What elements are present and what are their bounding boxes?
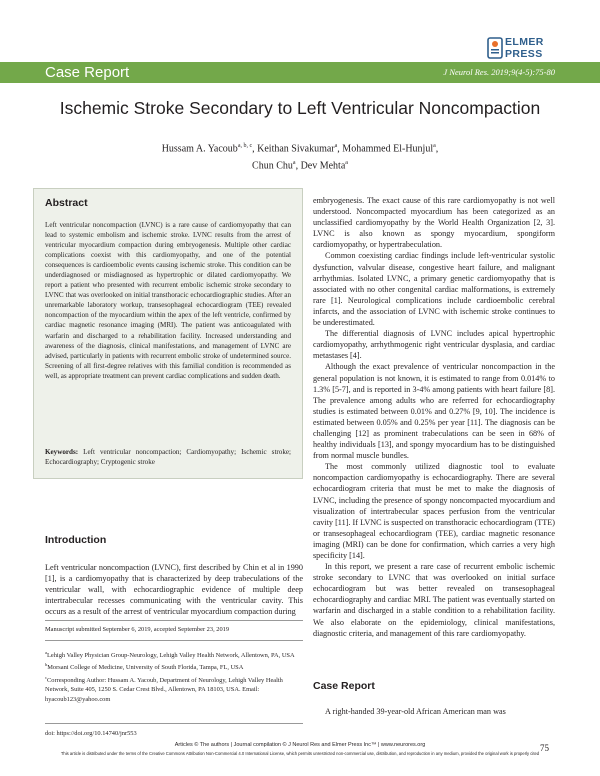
author-affiliation-mark: a, b, c — [237, 143, 253, 149]
footer-license: This article is distributed under the terms of the Creative Commons Attribution Non-Commercial 4.0 International License, which permits unrestricted non-commercial use, distribution, and reproduction in any medium, provided the original work is properly cited — [60, 751, 540, 756]
divider — [45, 723, 303, 724]
abstract-text: Left ventricular noncompaction (LVNC) is a rare cause of cardiomyopathy that can lead to systemic embolism and ischemic stroke. LVNC results from the arrest of ventricular myocardium compaction during embryogenesis. Multiple other cardiac complications coexist with this cardiomyopathy, and one of the potential consequences is cardioembolic events causing ischemic stroke. This condition can be underdiagnosed or misdiagnosed as hypertrophic or dilated cardiomyopathy. We report a patient who presented with recurrent embolic ischemic stroke secondary to LVNC that was overlooked on initial transthoracic echocardiographic studies. After an unremarkable laboratory workup, transesophageal echocardiogram (TEE) revealed noncompaction of the myocardium within the apex of the left ventricle, confirmed by cardiac magnetic resonance imaging (MRI). The patient was anticoagulated with warfarin and discharged to a rehabilitation facility. Increased understanding and awareness of the diagnosis, clinical manifestations, and management of LVNC are advised, particularly in patients with recurrent embolic stroke of undetermined source. Screening of all first-degree relatives with this familial condition is recommended as well, as appropriate treatment can prevent cardiac complications and sudden death. — [45, 221, 291, 380]
affiliation-b: Morsani College of Medicine, University of South Florida, Tampa, FL, USA — [47, 664, 244, 672]
page-number: 75 — [540, 743, 549, 753]
doi-link[interactable]: doi: https://doi.org/10.14740/jnr553 — [45, 730, 137, 737]
abstract-heading: Abstract — [45, 197, 88, 209]
case-report-heading: Case Report — [313, 680, 375, 692]
article-type: Case Report — [45, 64, 130, 81]
paragraph: The differential diagnosis of LVNC includes apical hypertrophic cardiomyopathy, arrhythmogenic right ventricular dysplasia, and cardiac metastases [4]. — [313, 329, 555, 361]
author-list: Hussam A. Yacoub$^{a, b, c}$, Keithan Sivakumar$^a$, Mohammed El-Hunjul$^a$, Chun Chu$^a$, Dev Mehta$^a$ — [161, 143, 439, 172]
introduction-text: Left ventricular noncompaction (LVNC), first described by Chin et al in 1990 [1], is a cardiomyopathy that is characterized by deep trabeculations of the ventricular wall, with echocardiographic evidence of multiple deep intertrabecular recesses communicating with the ventricular cavity. This occurs as a result of the arrest of ventricular myocardium compaction during — [45, 563, 303, 617]
paragraph: Common coexisting cardiac findings include left-ventricular systolic dysfunction, valvular disease, congestive heart failure, and malignant arrhythmias. Isolated LVNC, a primary genetic cardiomyopathy that is associated with no other congenital cardiac malformations, is extremely rare [1]. Neurological complications include cardioembolic cerebral infarcts, and the association of LVNC with ischemic stroke continues to be underestimated. — [313, 251, 555, 328]
paragraph: embryogenesis. The exact cause of this rare cardiomyopathy is not well understood. Noncompacted myocardium has been categorized as an unclassified cardiomyopathy by the World Health Organization [2, 3]. LVNC is also known as spongy myocardium, spongiform cardiomyopathy, or hypertrabeculation. — [313, 196, 555, 250]
logo-word-elmer: ELMER — [505, 36, 544, 48]
author-name: Chun Chu — [252, 160, 293, 172]
author-affiliation-mark: a — [292, 160, 296, 167]
logo-word-press: PRESS — [505, 48, 543, 60]
footer-credits: Articles © The authors | Journal compilation © J Neurol Res and Elmer Press Inc™ | www.neurores.org — [174, 742, 426, 748]
article-title: Ischemic Stroke Secondary to Left Ventricular Noncompaction — [59, 98, 541, 118]
author-name: Keithan Sivakumar — [257, 143, 335, 155]
paragraph: The most commonly utilized diagnostic tool to evaluate noncompaction cardiomyopathy is echocardiography. There are several echocardiogram criteria that must be met to make the diagnosis of LVNC, including the presence of spongy noncompacted myocardium and visualization of intertrabecular spaces perfusion from the ventricular cavity [11]. If LVNC is suspected on transthoracic echocardiogram (TTE) or transesophageal echocardiogram (TEE), cardiac magnetic resonance imaging (MRI) can be done for confirmation, which carries a very high specificity [14]. — [313, 462, 555, 560]
author-affiliation-mark: a — [345, 160, 348, 167]
introduction-heading: Introduction — [45, 534, 107, 546]
author-name: Mohammed El-Hunjul — [342, 143, 434, 155]
journal-citation: J Neurol Res. 2019;9(4-5):75-80 — [443, 67, 555, 77]
divider — [45, 640, 303, 641]
author-name: Dev Mehta — [300, 160, 346, 172]
manuscript-dates: Manuscript submitted September 6, 2019, accepted September 23, 2019 — [45, 626, 230, 633]
author-affiliation-mark: a — [334, 143, 338, 149]
divider — [45, 620, 303, 621]
keywords — [45, 447, 291, 467]
author-affiliation-mark: a — [433, 143, 436, 149]
affiliations: $^a$Lehigh Valley Physician Group-Neurology, Lehigh Valley Health Network, Allentown, PA, USA $^b$Morsani College of Medicine, University of South Florida, Tampa, FL, USA $^c$Corresponding Author: Hussam A. Yacoub, Department of Neurology, Lehigh Valley Health Network, Suite 405, 1250 S. Cedar Crest Blvd., Allentown, PA 18103, USA. Email: hyacoub123@yahoo.com — [45, 650, 295, 703]
publisher-logo — [487, 34, 567, 64]
keywords-label: Keywords: — [45, 448, 79, 456]
corresponding-author: Corresponding Author: Hussam A. Yacoub, Department of Neurology, Lehigh Valley Health Network, Suite 405, 1250 S. Cedar Crest Blvd., Allentown, PA 18103, USA. Email: hyacoub123@yahoo.com — [45, 676, 283, 703]
affiliation-a: Lehigh Valley Physician Group-Neurology, Lehigh Valley Health Network, Allentown, PA, USA — [47, 652, 295, 660]
case-report-text: A right-handed 39-year-old African American man was — [325, 707, 506, 716]
elmer-press-logo-icon — [487, 37, 503, 59]
paragraph: Although the exact prevalence of ventricular noncompaction in the general population is not known, it is estimated to range from 0.014% to 1.3% [5-7], and is reported in 3-4% among patients with heart failure [8]. The prevalence among adults who are referred for echocardiography studies is estimated between 0.01% and 0.27% [9, 10]. The incidence is estimated between 0.05% and 0.25% per year [11]. The diagnosis can be challenging [12] as prominent trabeculations can be seen in 68% of healthy individuals [13], and spongy myocardium has to be distinguished from normal muscle bundles. — [313, 362, 555, 461]
paragraph: In this report, we present a rare case of recurrent embolic ischemic stroke secondary to LVNC that was overlooked on initial surface echocardiogram but was better revealed on transesophageal echocardiography and cardiac MRI. The patient was eventually started on warfarin and discharged in a stable condition to a rehabilitation facility. We also elaborate on the epidemiology, clinical manifestations, diagnostic criteria, and management of this rare cardiomyopathy. — [313, 562, 555, 638]
right-column-text — [313, 195, 555, 639]
author-name: Hussam A. Yacoub — [161, 143, 238, 155]
keywords-text: Left ventricular noncompaction; Cardiomyopathy; Ischemic stroke; Echocardiography; Cryptogenic stroke — [45, 448, 291, 466]
